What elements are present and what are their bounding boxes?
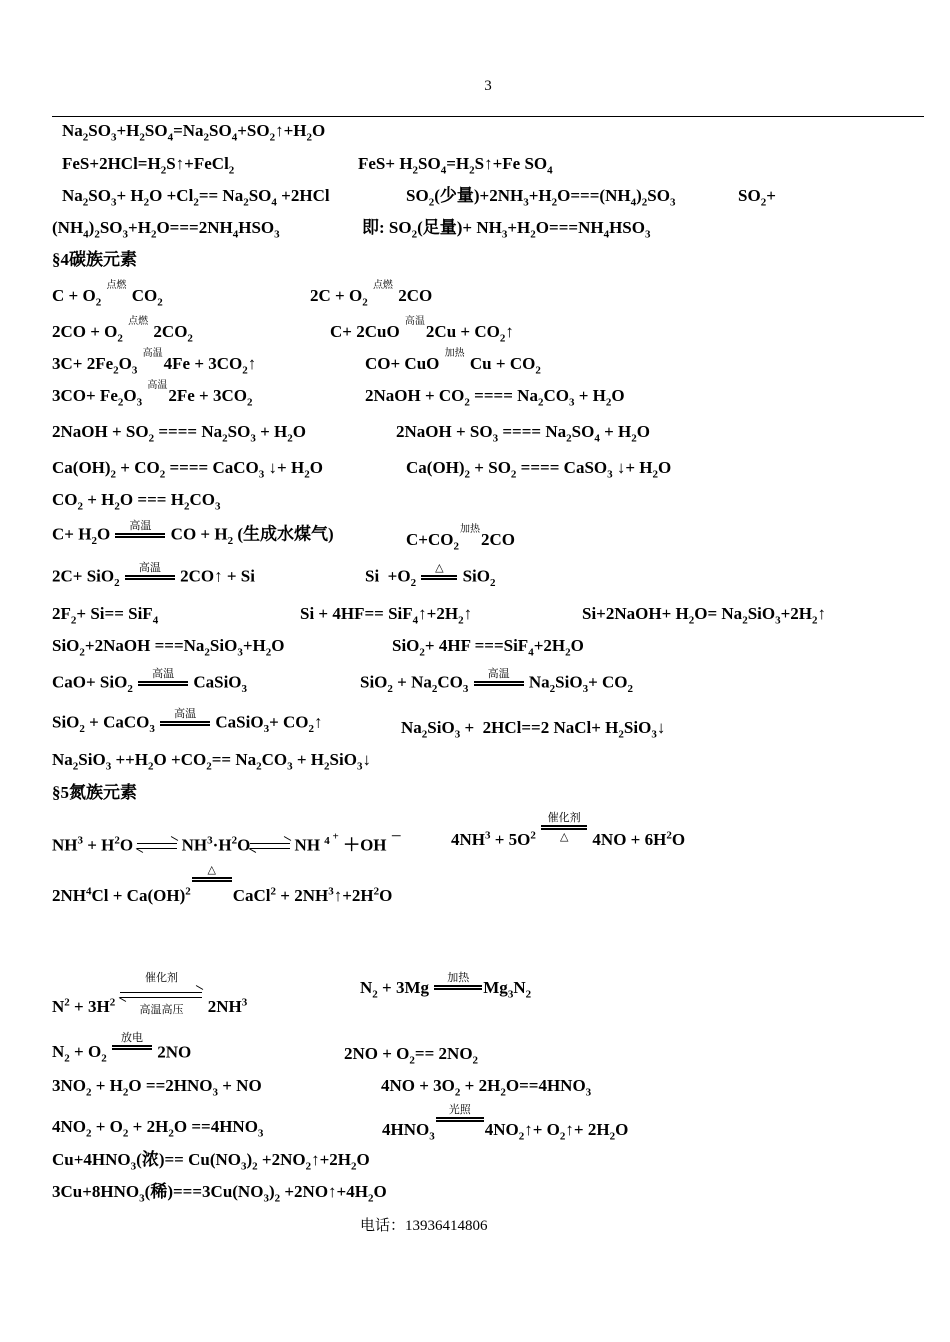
- equation-line: $SiO_2 + Na_2CO_3$ 高温 $Na_2SiO_3+ CO_2$: [360, 668, 633, 695]
- equation-line: 即: $SO_2$(足量)+ $NH_3+H_2O===NH_4HSO_3$: [362, 218, 651, 241]
- equation-line: $Ca(OH)_2 + CO_2$ ==== CaCO$_3$ ↓+ $H_2O$: [52, 458, 323, 481]
- section-heading: §4碳族元素: [52, 250, 137, 269]
- equation-line: $3C+ 2Fe_2O_3$ 高温 $4Fe + 3CO_2↑$: [52, 348, 257, 377]
- equation-line: 2C+ SiO$_2$ 高温 2CO↑ + Si: [52, 562, 255, 589]
- equation-line: $Na_2SiO_3 ++H_2O +CO_2== Na_2CO_3$ + $H_2SiO_3↓$: [52, 750, 371, 773]
- equation-line: $4NO + 3O_2 + 2H_2O==4HNO_3$: [381, 1076, 592, 1099]
- equation-line: $SO_2+$: [738, 186, 776, 209]
- equation-line: CO+ CuO 加热 $Cu + CO_2$: [365, 348, 541, 377]
- equation-line: CaO+ SiO$_2$ 高温 CaSiO$_3$: [52, 668, 248, 695]
- equation-line: $SO_2$(少量)$+2NH_3+H_2O===(NH_4)_2SO_3$: [406, 186, 676, 209]
- equation-line: $4NH^3 + 5O^2$ 催化剂 △ $4NO + 6H^2O$: [451, 812, 686, 850]
- equation-line: $N_2 + O_2$ 放电 2NO: [52, 1032, 192, 1065]
- equation-line: $2C + O_2$ 点燃 2CO: [310, 280, 433, 309]
- equation-line: $Ca(OH)_2 + SO_2$ ==== CaSO$_3$ ↓+ $H_2O$: [406, 458, 672, 481]
- equation-line: $C+ H_2O$ 高温 CO + $H_2$ (生成水煤气): [52, 520, 334, 547]
- equation-line: $(NH_4)_2SO_3+H_2O===2NH_4HSO_3$: [52, 218, 280, 241]
- equation-line: $2F_2+ Si== SiF_4$: [52, 604, 159, 627]
- equation-line: $4NO_2 + O_2 + 2H_2O ==4HNO_3$: [52, 1117, 264, 1140]
- equation-line: $Na_2SO_3+ H_2O +Cl_2== Na_2SO_4 +2HCl$: [62, 186, 330, 209]
- equation-line: $C + O_2$ 点燃 $CO_2$: [52, 280, 163, 309]
- equation-line: $FeS+2HCl=H_2S↑+FeCl_2$: [62, 154, 235, 177]
- equation-line: $3CO+ Fe_2O_3$ 高温 $2Fe + 3CO_2$: [52, 380, 253, 409]
- equation-line: $Si +O_2$ △ SiO$_2$: [365, 562, 496, 589]
- equation-line: $2NH^4Cl + Ca(OH)^2$ △ CaCl$^2$ + $2NH^3↑+2H^2O$: [52, 864, 393, 906]
- equation-line: $4HNO_3$ 光照 $4NO_2↑+$ $O_2↑+ 2H_2O$: [382, 1104, 629, 1143]
- equation-line: 2NaOH + $CO_2$ ==== $Na_2CO_3 + H_2O$: [365, 386, 625, 409]
- equation-line: $N_2 + 3Mg$ 加热 $Mg_3N_2$: [360, 972, 532, 1001]
- equation-line: 2NaOH + $SO_3$ ==== $Na_2SO_4 + H_2O$: [396, 422, 650, 445]
- equation-line: $FeS+ H_2SO_4=H_2S↑+Fe$ $SO_4$: [358, 154, 553, 177]
- footer-phone: 电话：13936414806: [360, 1218, 488, 1234]
- equation-line: SiO$_2$ + CaCO$_3$ 高温 CaSiO$_3$+ $CO_2↑$: [52, 708, 323, 735]
- equation-line: $Na_2SiO_3 + 2HCl==2$ NaCl+ $H_2SiO_3↓$: [401, 718, 666, 741]
- equation-line: Si+2NaOH+ $H_2O=$ $Na_2SiO_3+2H_2↑$: [582, 604, 827, 627]
- equation-line: $CO_2 + H_2O$ === $H_2CO_3$: [52, 490, 221, 513]
- equation-line: $N^2 + 3H^2$ 催化剂 高温高压 $2NH^3$: [52, 972, 248, 1016]
- equation-line: $3Cu+8HNO_3$(稀)$===3Cu(NO_3)_2$ $+2NO↑+4H_2O$: [52, 1182, 387, 1205]
- equation-line: $2NO + O_2== 2NO_2$: [344, 1044, 479, 1067]
- equation-line: $SiO_2+ 4HF ===SiF_4+2H_2O$: [392, 636, 584, 659]
- equation-line: $2CO + O_2$ 点燃 $2CO_2$: [52, 316, 193, 345]
- equation-line: $C+CO_2$ 加热 2CO: [406, 524, 515, 553]
- equation-line: $3NO_2 + H_2O ==2HNO_3$ + NO: [52, 1076, 262, 1099]
- section-heading: §5氮族元素: [52, 783, 137, 802]
- equation-line: $Na_2SO_3+H_2SO_4=Na_2SO_4+SO_2↑+H_2O$: [62, 121, 326, 144]
- equation-line: 2NaOH + $SO_2$ ==== $Na_2SO_3 + H_2O$: [52, 422, 306, 445]
- equation-line: SiO$_2$+2NaOH $===Na_2SiO_3+H_2O$: [52, 636, 285, 659]
- equation-line: $Cu+4HNO_3$(浓)== $Cu(NO_3)_2$ $+2NO_2↑+2H_2O$: [52, 1150, 370, 1173]
- equation-line: $Si + 4HF== SiF_4↑+2H_2↑$: [300, 604, 473, 627]
- equation-line: $NH^3 + H^2O$ $NH^3\cdot H^2O$ NH $^{4 ^+}$ ＋OH －: [52, 830, 402, 855]
- page-number: 3: [484, 78, 492, 94]
- equation-line: C+ 2CuO 高温 $2Cu + CO_2↑$: [330, 316, 514, 345]
